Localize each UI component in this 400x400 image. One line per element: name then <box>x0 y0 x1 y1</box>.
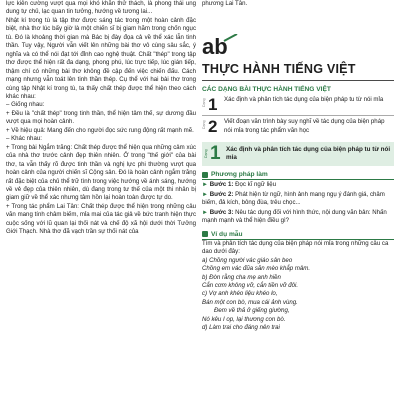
bullet-icon <box>202 172 208 178</box>
example-heading-label: Ví dụ mẫu <box>211 230 243 238</box>
example-line: c) Vợ anh khéo liệu khéo lo, <box>202 290 278 298</box>
ab-pen-icon <box>202 34 238 58</box>
subheading: CÁC DẠNG BÀI THỰC HÀNH TIẾNG VIỆT <box>202 86 331 94</box>
task-type-row <box>202 96 394 114</box>
task-type-row <box>202 118 394 136</box>
task-number: 1 <box>210 143 221 165</box>
arrow-icon: ► <box>202 208 210 216</box>
example-line: b) Đòn rằng cha mẹ anh hiền <box>202 273 281 281</box>
divider <box>202 115 394 116</box>
example-line: a) Chồng người vác giáo sân beo <box>202 256 293 264</box>
divider <box>202 80 394 81</box>
example-line: Bán một con bò, mua cái ảnh vùng. <box>202 298 298 306</box>
bullet-icon <box>202 231 208 237</box>
task-number: 2 <box>208 117 218 137</box>
step-text: Đọc kĩ ngữ liệu <box>233 181 277 189</box>
svg-text:ab: ab <box>202 34 228 59</box>
arrow-icon: ► <box>202 190 210 198</box>
paragraph: + Về hiệu quả: Mang đến cho người đọc sức rung động rất mạnh mẽ. <box>6 126 194 134</box>
example-heading <box>202 231 394 238</box>
task-number: 1 <box>208 95 218 115</box>
step-text: Nêu tác dụng đối với hình thức, nội dung văn bản: Nhấn mạnh mạnh và thể hiện điều gì? <box>202 208 387 225</box>
right-column <box>202 0 394 333</box>
method-step <box>202 209 394 226</box>
step-label: Bước 2: <box>209 190 234 198</box>
focus-task-box <box>202 142 394 166</box>
example-line: Chồng em vác đũa săn mèo khắp mâm. <box>202 265 311 273</box>
task-description: Viết đoạn văn trình bày suy nghĩ về tác dụng của biện pháp nói mỉa trong tác phẩm văn học <box>224 118 385 134</box>
arrow-icon: ► <box>202 181 210 189</box>
method-heading-label: Phương pháp làm <box>211 171 268 179</box>
example-line: d) Làm trai cho đáng nên trai <box>202 324 280 332</box>
step-label: Bước 1: <box>209 181 234 189</box>
left-column <box>6 0 196 237</box>
continued-text: phương Lai Tân. <box>202 0 248 7</box>
example-line: Nó kêu I op, lại thương con bò. <box>202 315 286 323</box>
task-description: Xác định và phân tích tác dụng của biện pháp tu từ nói mỉa <box>224 96 384 104</box>
paragraph: + Đều là "chất thép" trong tinh thần, thể hiện tâm thế, sự dương đầu vượt qua mọi hoàn cảnh. <box>6 109 196 126</box>
paragraph: Nhật kí trong tù là tập thơ được sáng tác trong một hoàn cảnh đặc biệt, nhà thơ lúc bấy giờ là một chiến sĩ bị giam hãm trong chốn ngục tù. Đó là khoảng thời gian mà Bác bị đày đọa cả về thể xác lẫn tinh thần. Tuy vậy, Người vẫn viết lên những bài thơ vô cùng sâu sắc, ý nghĩa và có thể nói đạt tới đỉnh cao nghệ thuật. Chất "thép" trong tập thơ được thể hiện rất đa dạng, phong phú, lúc trực tiếp, lúc gián tiếp, thậm chí có những bài thơ không đề cập đến việc chiến đấu. Cách mạng nhưng vẫn toát lên tinh thần thép. Cụ thể với hai bài thơ trong cùng tập Nhật kí trong tù, ta thấy chất thép được thể hiện theo cách khác nhau: <box>6 16 196 100</box>
paragraph: lực kiên cường vượt qua mọi khó khăn thử thách, là phong thái ung dung tự chủ, lạc quan tin tưởng, hướng về tương lai... <box>6 0 196 16</box>
method-step <box>202 181 394 189</box>
task-side-label: Dạng <box>202 99 206 108</box>
task-description: Xác định và phân tích tác dụng của biện pháp tu từ nói mỉa <box>226 146 391 162</box>
paragraph: + Trong tác phẩm Lai Tân: Chất thép được thể hiện trong những câu văn mang tính châm biếm, mỉa mai của tác giả về bức tranh hiện thực cuộc sống với lũ quan lại thối nát và chế độ xã hội dưới thời Tưởng Giới Thạch. Nhà thơ đã vạch trần sự thối nát của <box>6 202 196 236</box>
example-line: Đem về thả ở giếng giường, <box>214 307 290 315</box>
example-intro: Tìm và phân tích tác dụng của biện pháp nói mỉa trong những câu ca dao dưới đây: <box>202 239 389 256</box>
paragraph: – Khác nhau: <box>6 135 42 143</box>
task-side-label: Dạng <box>204 150 208 159</box>
task-side-label: Dạng <box>202 121 206 130</box>
step-label: Bước 3: <box>209 208 234 216</box>
example-line: Cắn cơm không vỡ, cắn tiền vỡ đôi. <box>202 281 299 289</box>
section-logo <box>202 34 394 58</box>
step-text: Phát hiện từ ngữ, hình ảnh mang ngụ ý đánh giá, châm biếm, đả kích, bông đùa, trêu chọc... <box>202 190 385 207</box>
section-title: THỰC HÀNH TIẾNG VIỆT <box>202 62 356 77</box>
method-heading <box>202 171 394 178</box>
divider <box>202 179 394 180</box>
paragraph: + Trong bài Ngắm trăng: Chất thép được thể hiện qua những cảm xúc của nhà thơ trước cảnh đẹp thiên nhiên. Ở trong "thế giới" của bài thơ, ta vẫn thấy rõ được tinh thần và nghị lực phi thường vượt qua hoàn cảnh của người chiến sĩ Cộng sản. Đó là hoàn cảnh ngắm trăng rất đặc biệt của chủ thể trữ tình trong việc hướng về ánh sáng, hướng về vẻ đẹp của thiên nhiên, dù đang trong tư thế của một thi nhân bị giam giữ về thể xác nhưng tâm hồn lại hoàn toàn được tự do. <box>6 143 196 202</box>
method-step <box>202 191 394 208</box>
paragraph: – Giống nhau: <box>6 101 45 109</box>
